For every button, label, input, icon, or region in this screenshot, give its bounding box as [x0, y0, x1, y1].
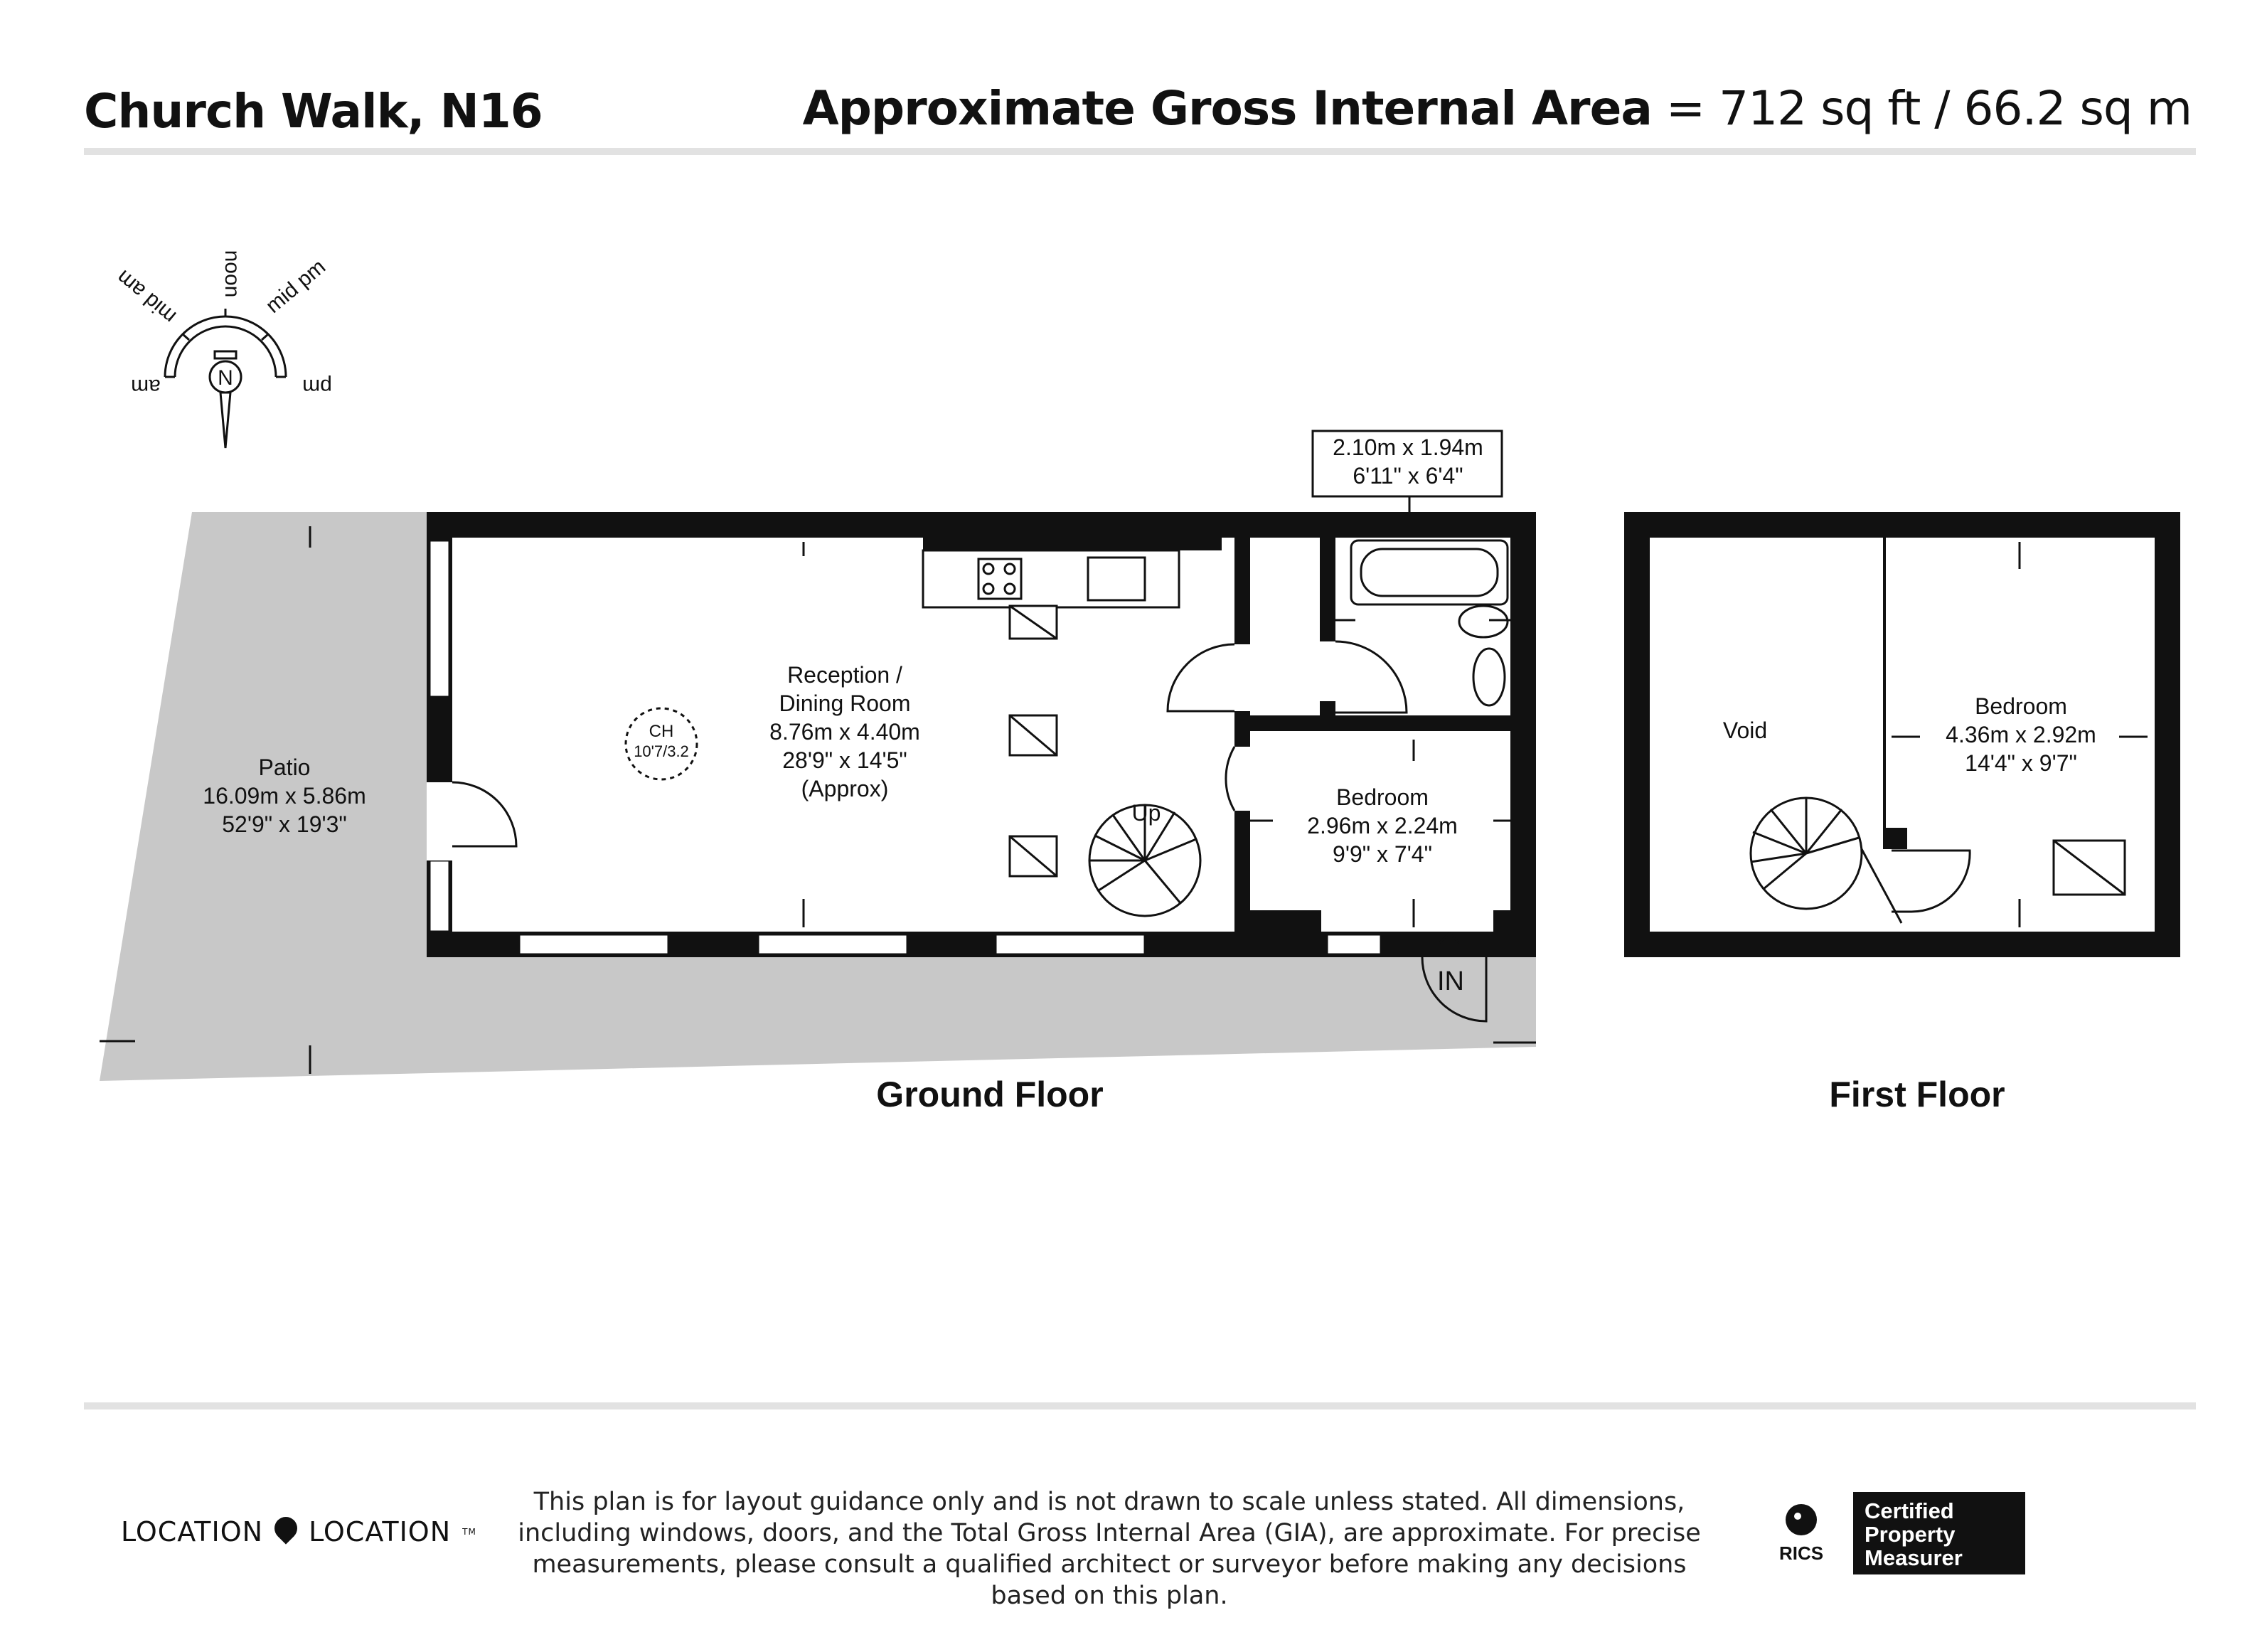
bedroom-first-metric: 4.36m x 2.92m [1946, 722, 2096, 747]
rics-logo [1769, 1502, 1833, 1565]
rics-lion-icon [1783, 1502, 1819, 1538]
ground-floor-label: Ground Floor [876, 1075, 1104, 1114]
logo-tm: TM [462, 1527, 476, 1537]
agency-logo [121, 1516, 476, 1547]
compass-mid-am: mid am [112, 265, 181, 329]
logo-word-1: LOCATION [121, 1516, 264, 1547]
patio-name: Patio [258, 755, 311, 780]
void-label: Void [1722, 718, 1768, 743]
compass-pm: pm [302, 375, 332, 398]
entrance-label: IN [1437, 966, 1464, 996]
spiral-stairs-first [1751, 798, 1970, 923]
kitchen-units [923, 550, 1179, 639]
map-pin-icon [270, 1512, 302, 1544]
address-title: Church Walk, N16 [84, 84, 543, 139]
certified-measurer-badge [1853, 1492, 2025, 1574]
bedroom-ground-imperial: 9'9" x 7'4" [1333, 841, 1432, 867]
logo-word-2: LOCATION [309, 1516, 452, 1547]
ceiling-value: 10'7/3.2 [634, 742, 689, 760]
reception-imperial: 28'9" x 14'5" [782, 747, 907, 773]
bathroom-imperial: 6'11" x 6'4" [1353, 463, 1463, 489]
compass-noon: noon [220, 250, 244, 298]
badge-line-1: Certified [1865, 1498, 1954, 1523]
badge-line-3: Measurer [1865, 1545, 1963, 1570]
compass-north: N [218, 366, 233, 390]
compass-mid-pm: mid pm [261, 255, 331, 318]
ceiling-label: CH [649, 722, 674, 741]
rics-label: RICS [1778, 1542, 1824, 1564]
reception-name-2: Dining Room [779, 691, 911, 716]
bedroom-ground-metric: 2.96m x 2.24m [1307, 813, 1458, 838]
compass-needle [220, 393, 230, 448]
reception-note: (Approx) [801, 776, 889, 801]
bedroom-first-imperial: 14'4" x 9'7" [1965, 750, 2077, 776]
bathroom-metric: 2.10m x 1.94m [1333, 435, 1483, 460]
compass-am: am [131, 375, 161, 398]
bedroom-first-name: Bedroom [1975, 693, 2067, 719]
patio-metric: 16.09m x 5.86m [203, 783, 366, 809]
patio-door [427, 782, 516, 860]
badge-line-2: Property [1865, 1522, 1956, 1547]
reception-metric: 8.76m x 4.40m [769, 719, 920, 745]
gross-area-value: = 712 sq ft / 66.2 sq m [1651, 81, 2192, 136]
bathroom-fittings [1351, 540, 1508, 705]
disclaimer-text: This plan is for layout guidance only and is not drawn to scale unless stated. All dimensions, including windows, doors, and the Total Gross Internal Area (GIA), are approximate. For precise measurements, please consult a qualified architect or surveyor before making any decisions based on this plan. [518, 1488, 1701, 1610]
patio-imperial: 52'9" x 19'3" [222, 811, 347, 837]
reception-name-1: Reception / [787, 662, 902, 688]
bedroom-ground-name: Bedroom [1336, 784, 1429, 810]
first-floor-label: First Floor [1829, 1075, 2005, 1114]
gross-area-label: Approximate Gross Internal Area [802, 81, 1652, 136]
stairs-up-label: Up [1131, 800, 1161, 826]
